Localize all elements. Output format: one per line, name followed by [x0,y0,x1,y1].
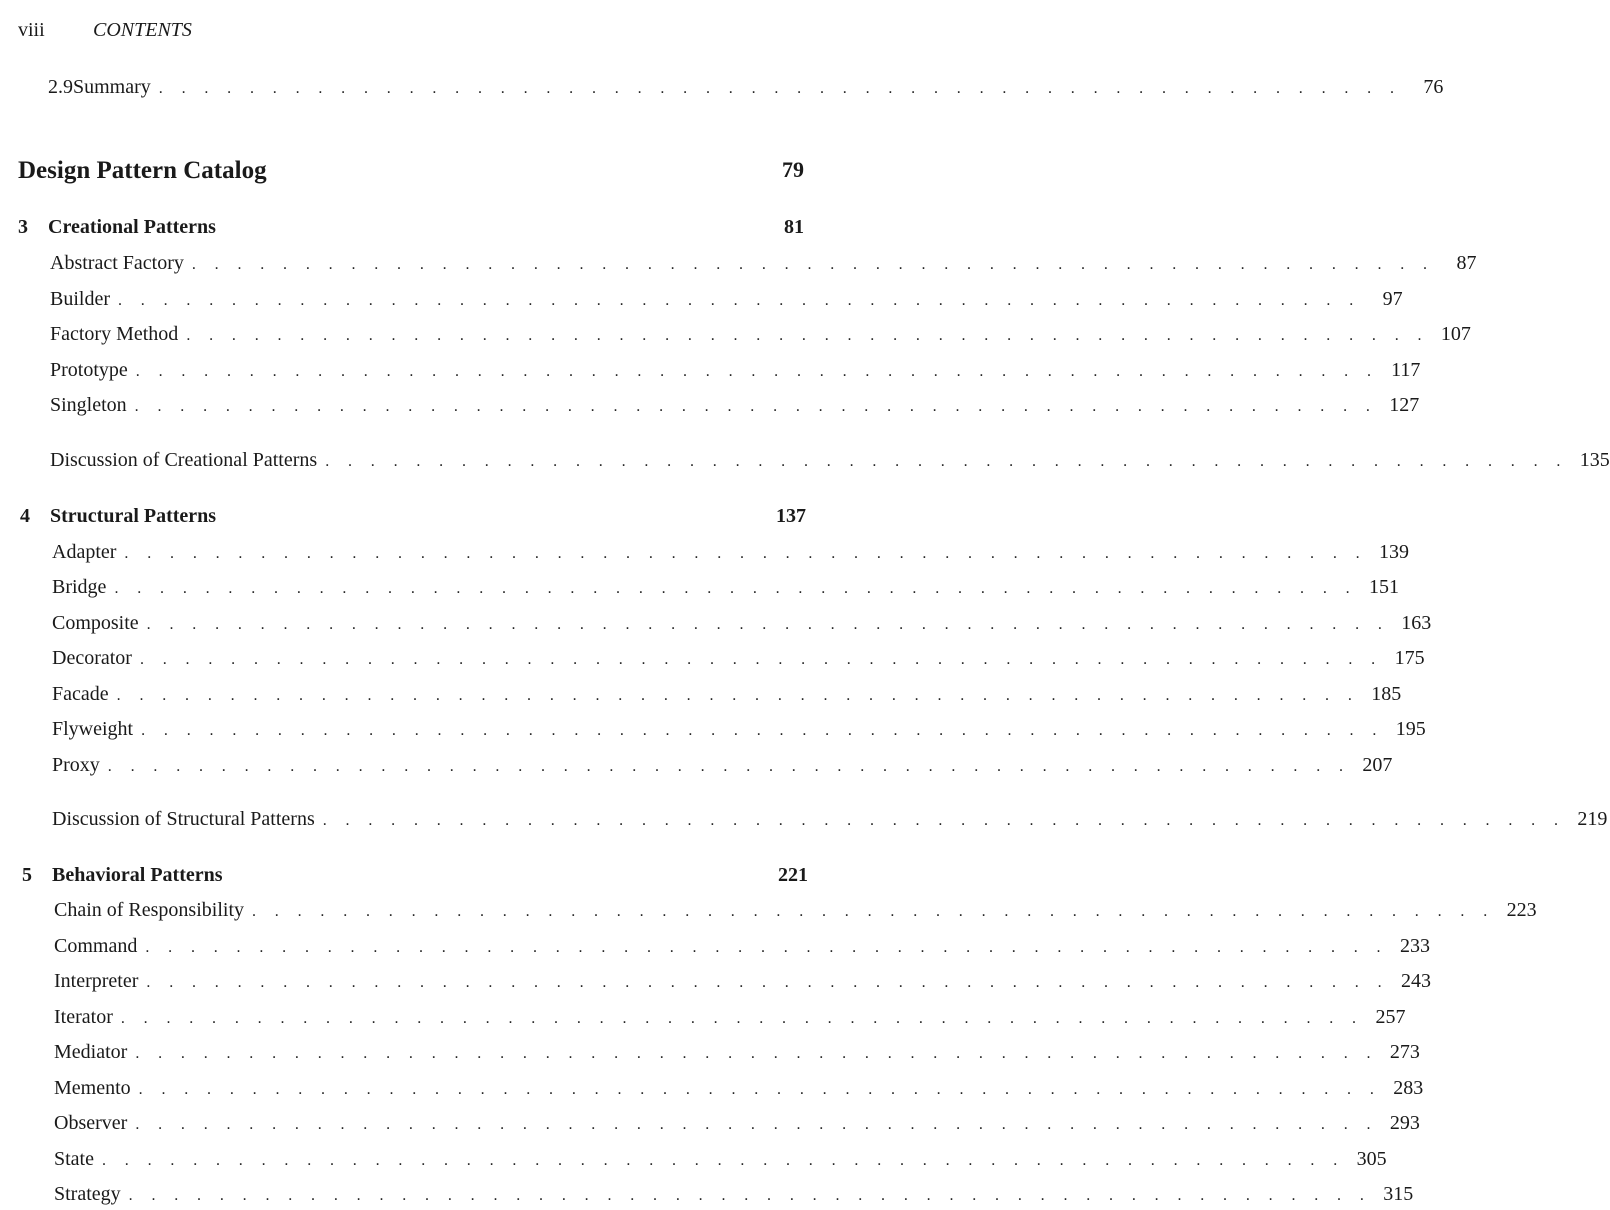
running-head [18,18,192,42]
toc-entry[interactable] [54,1003,1406,1031]
toc-page-number: 223 [1506,899,1537,921]
dot-leader: . . . . . . . . . . . . . . . . . . . . . . . . . . . . . . . . . . . . . . . . . . . . . . . . . . . . . . . [135,1116,1378,1133]
toc-entry[interactable] [52,573,1400,601]
toc-entry-label: Memento [54,1077,131,1099]
chapter-page-number: 221 [778,864,808,886]
toc-entry[interactable] [50,391,1420,419]
toc-entry-label: Iterator [54,1006,113,1028]
chapter-number: 5 [22,864,32,886]
toc-entry-label: Composite [52,612,139,634]
toc-entry-label: Mediator [54,1041,128,1063]
toc-entry-label: Strategy [54,1183,121,1205]
toc-page-number: 305 [1356,1148,1387,1170]
chapter-number: 3 [18,216,28,238]
toc-entry-label: Interpreter [54,970,139,992]
chapter-heading-5[interactable] [22,861,808,889]
dot-leader: . . . . . . . . . . . . . . . . . . . . . . . . . . . . . . . . . . . . . . . . . . . . . . . . . . . . . . . [118,292,1361,309]
toc-page-number: 207 [1362,754,1393,776]
toc-entry-summary[interactable] [48,73,1444,101]
section-number: 2.9 [48,76,73,98]
toc-entry-discussion[interactable] [52,805,1608,833]
chapter-heading-3[interactable] [18,213,804,241]
toc-page-number: 273 [1389,1041,1420,1063]
toc-entry[interactable] [54,1074,1424,1102]
toc-entry[interactable] [54,1109,1420,1137]
toc-page-number: 76 [1423,76,1444,98]
toc-page-number: 175 [1394,647,1425,669]
toc-page-number: 315 [1383,1183,1414,1205]
toc-entry[interactable] [50,356,1421,384]
dot-leader: . . . . . . . . . . . . . . . . . . . . . . . . . . . . . . . . . . . . . . . . . . . . . . . . . . . . . . . [135,363,1379,380]
toc-entry[interactable] [52,644,1425,672]
toc-page-number: 135 [1579,449,1610,471]
dot-leader: . . . . . . . . . . . . . . . . . . . . . . . . . . . . . . . . . . . . . . . . . . . . . . . . . . . . . . . [158,80,1402,97]
toc-page-number: 117 [1391,359,1421,381]
toc-entry[interactable] [52,609,1432,637]
dot-leader: . . . . . . . . . . . . . . . . . . . . . . . . . . . . . . . . . . . . . . . . . . . . . . . . . . . . . . . [191,256,1435,273]
dot-leader: . . . . . . . . . . . . . . . . . . . . . . . . . . . . . . . . . . . . . . . . . . . . . . . . . . . . . . . [102,1152,1345,1169]
toc-entry-label: Builder [50,288,110,310]
part-title: Design Pattern Catalog [18,157,267,184]
toc-page-number: 283 [1393,1077,1424,1099]
dot-leader: . . . . . . . . . . . . . . . . . . . . . . . . . . . . . . . . . . . . . . . . . . . . . . . . . . . . . . . [145,939,1388,956]
toc-entry[interactable] [52,715,1426,743]
chapter-number: 4 [20,505,30,527]
toc-page-number: 257 [1375,1006,1406,1028]
toc-entry[interactable] [50,249,1477,277]
toc-page-number: 87 [1456,252,1477,274]
chapter-page-number: 81 [784,216,804,238]
toc-page-number: 97 [1382,288,1403,310]
toc-entry[interactable] [54,1145,1387,1173]
dot-leader: . . . . . . . . . . . . . . . . . . . . . . . . . . . . . . . . . . . . . . . . . . . . . . . . . . . . . . . [146,974,1389,991]
toc-entry-label: Discussion of Creational Patterns [50,449,318,471]
toc-entry-label: Decorator [52,647,132,669]
toc-entry[interactable] [54,896,1537,924]
toc-page-number: 163 [1401,612,1432,634]
toc-page-number: 243 [1401,970,1431,992]
running-head-title: CONTENTS [93,19,192,41]
dot-leader: . . . . . . . . . . . . . . . . . . . . . . . . . . . . . . . . . . . . . . . . . . . . . . . . . . . . . . . [116,687,1360,704]
dot-leader: . . . . . . . . . . . . . . . . . . . . . . . . . . . . . . . . . . . . . . . . . . . . . . . . . . . . . . . [107,758,1351,775]
toc-entry[interactable] [54,967,1431,995]
chapter-title: Structural Patterns [50,505,217,527]
toc-entry[interactable] [52,751,1393,779]
toc-entry-label: Prototype [50,359,128,381]
dot-leader: . . . . . . . . . . . . . . . . . . . . . . . . . . . . . . . . . . . . . . . . . . . . . . . . . . . . . . . [138,1081,1382,1098]
chapter-title: Creational Patterns [48,216,216,238]
toc-entry-label: Abstract Factory [50,252,184,274]
toc-entry-label: Factory Method [50,323,179,345]
chapter-page-number: 137 [776,505,806,527]
toc-entry-label: Summary [73,76,151,98]
toc-entry-label: Observer [54,1112,128,1134]
dot-leader: . . . . . . . . . . . . . . . . . . . . . . . . . . . . . . . . . . . . . . . . . . . . . . . . . . . . . . . [120,1010,1364,1027]
dot-leader: . . . . . . . . . . . . . . . . . . . . . . . . . . . . . . . . . . . . . . . . . . . . . . . . . . . . . . . [325,453,1568,470]
toc-page-number: 293 [1389,1112,1420,1134]
toc-entry[interactable] [54,932,1430,960]
toc-page-number: 139 [1379,541,1410,563]
toc-entry-label: Command [54,935,138,957]
toc-entry-label: Facade [52,683,109,705]
dot-leader: . . . . . . . . . . . . . . . . . . . . . . . . . . . . . . . . . . . . . . . . . . . . . . . . . . . . . . . [114,580,1358,597]
toc-entry[interactable] [50,320,1471,348]
dot-leader: . . . . . . . . . . . . . . . . . . . . . . . . . . . . . . . . . . . . . . . . . . . . . . . . . . . . . . . [186,327,1429,344]
toc-entry[interactable] [52,680,1402,708]
dot-leader: . . . . . . . . . . . . . . . . . . . . . . . . . . . . . . . . . . . . . . . . . . . . . . . . . . . . . . . [146,616,1390,633]
toc-page-number: 219 [1577,808,1608,830]
dot-leader: . . . . . . . . . . . . . . . . . . . . . . . . . . . . . . . . . . . . . . . . . . . . . . . . . . . . . . . [124,545,1368,562]
chapter-heading-4[interactable] [20,502,806,530]
toc-entry-label: Singleton [50,394,127,416]
toc-page-number: 185 [1371,683,1402,705]
chapter-title: Behavioral Patterns [52,864,223,886]
toc-entry-label: Adapter [52,541,117,563]
dot-leader: . . . . . . . . . . . . . . . . . . . . . . . . . . . . . . . . . . . . . . . . . . . . . . . . . . . . . . . [322,812,1566,829]
toc-page-number: 107 [1440,323,1471,345]
toc-page-number: 127 [1389,394,1420,416]
toc-entry-label: Bridge [52,576,107,598]
dot-leader: . . . . . . . . . . . . . . . . . . . . . . . . . . . . . . . . . . . . . . . . . . . . . . . . . . . . . . . [134,398,1378,415]
dot-leader: . . . . . . . . . . . . . . . . . . . . . . . . . . . . . . . . . . . . . . . . . . . . . . . . . . . . . . . [141,722,1384,739]
toc-entry[interactable] [50,285,1403,313]
toc-page-number: 233 [1399,935,1430,957]
toc-entry-label: Discussion of Structural Patterns [52,808,315,830]
dot-leader: . . . . . . . . . . . . . . . . . . . . . . . . . . . . . . . . . . . . . . . . . . . . . . . . . . . . . . . [252,903,1495,920]
toc-entry-discussion[interactable] [50,446,1610,474]
toc-entry-label: Chain of Responsibility [54,899,244,921]
folio: viii [18,19,45,41]
dot-leader: . . . . . . . . . . . . . . . . . . . . . . . . . . . . . . . . . . . . . . . . . . . . . . . . . . . . . . . [128,1187,1372,1204]
toc-entry-label: State [54,1148,94,1170]
toc-entry-label: Proxy [52,754,100,776]
toc-entry[interactable] [54,1038,1420,1066]
toc-page-number: 151 [1369,576,1400,598]
dot-leader: . . . . . . . . . . . . . . . . . . . . . . . . . . . . . . . . . . . . . . . . . . . . . . . . . . . . . . . [135,1045,1378,1062]
part-page-number: 79 [782,157,804,182]
toc-page-number: 195 [1395,718,1426,740]
toc-entry[interactable] [52,538,1410,566]
dot-leader: . . . . . . . . . . . . . . . . . . . . . . . . . . . . . . . . . . . . . . . . . . . . . . . . . . . . . . . [139,651,1383,668]
toc-entry[interactable] [54,1180,1414,1208]
toc-entry-label: Flyweight [52,718,134,740]
